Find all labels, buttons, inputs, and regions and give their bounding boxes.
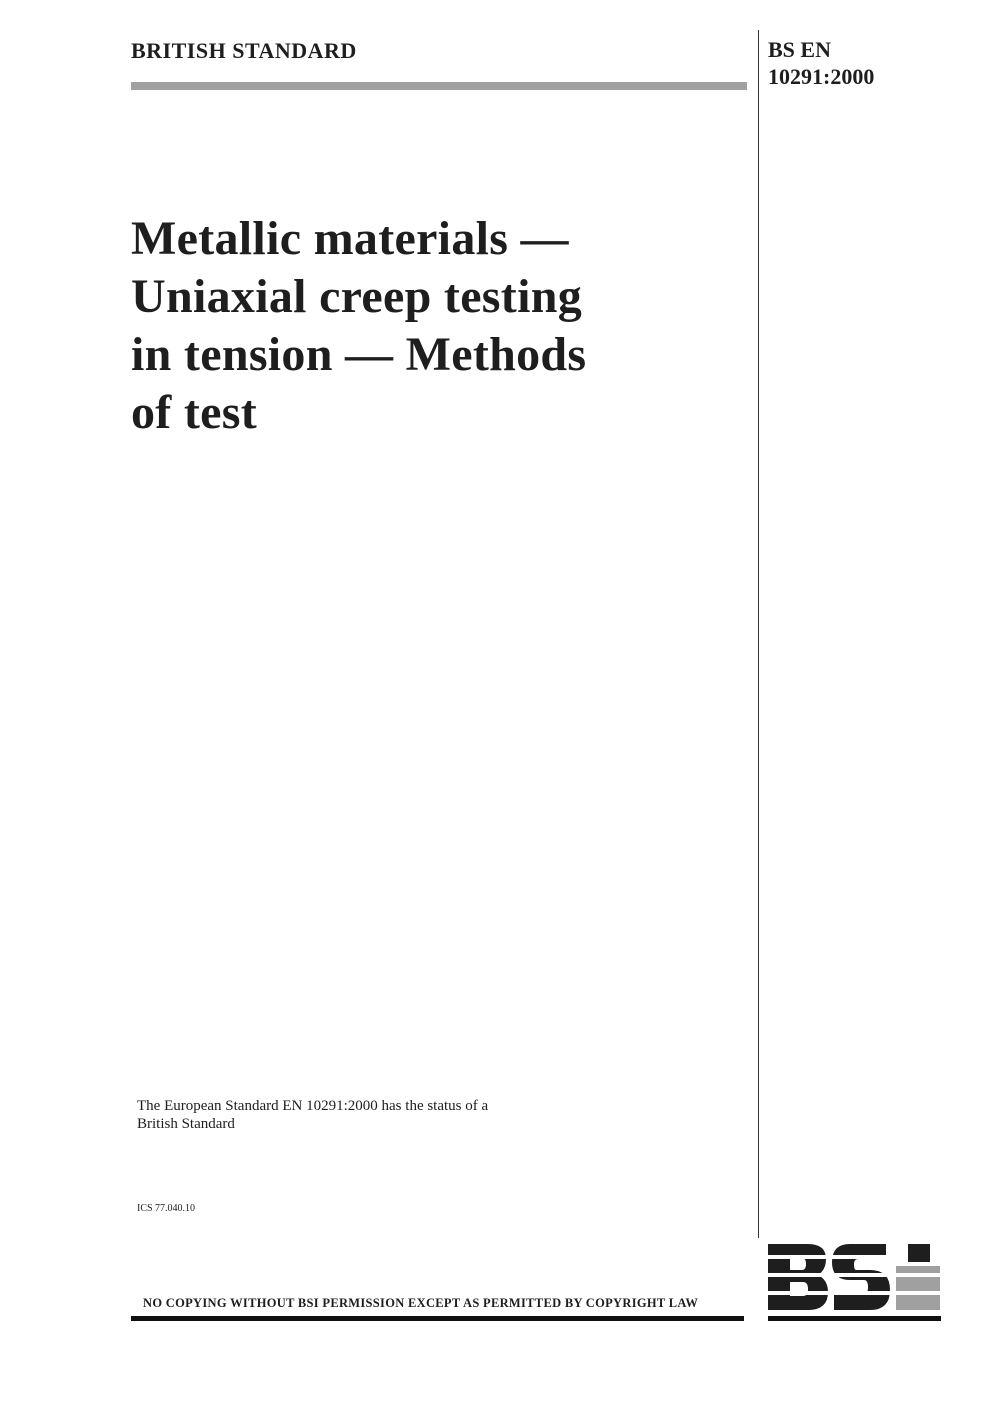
document-number-line-1: BS EN <box>768 37 831 62</box>
logo-underline <box>768 1316 941 1321</box>
status-line-1: The European Standard EN 10291:2000 has the status of a <box>137 1098 489 1114</box>
document-number-line-2: 10291:2000 <box>768 64 875 89</box>
title-line-2: Uniaxial creep testing <box>131 270 582 323</box>
ics-code: ICS 77.040.10 <box>137 1203 196 1214</box>
title-line-3: in tension — Methods <box>131 328 587 381</box>
vertical-divider <box>758 30 759 1238</box>
copyright-notice: NO COPYING WITHOUT BSI PERMISSION EXCEPT AS PERMITTED BY COPYRIGHT LAW <box>143 1296 699 1310</box>
header-rule <box>131 82 747 90</box>
footer-rule <box>131 1316 744 1321</box>
status-line-2: British Standard <box>137 1116 235 1132</box>
title-line-4: of test <box>131 386 258 439</box>
title-line-1: Metallic materials — <box>131 212 569 265</box>
standard-type-label: BRITISH STANDARD <box>131 38 357 63</box>
document-title <box>131 210 731 442</box>
bsi-logo <box>768 1242 942 1312</box>
document-number <box>768 36 874 90</box>
status-statement <box>137 1097 577 1133</box>
